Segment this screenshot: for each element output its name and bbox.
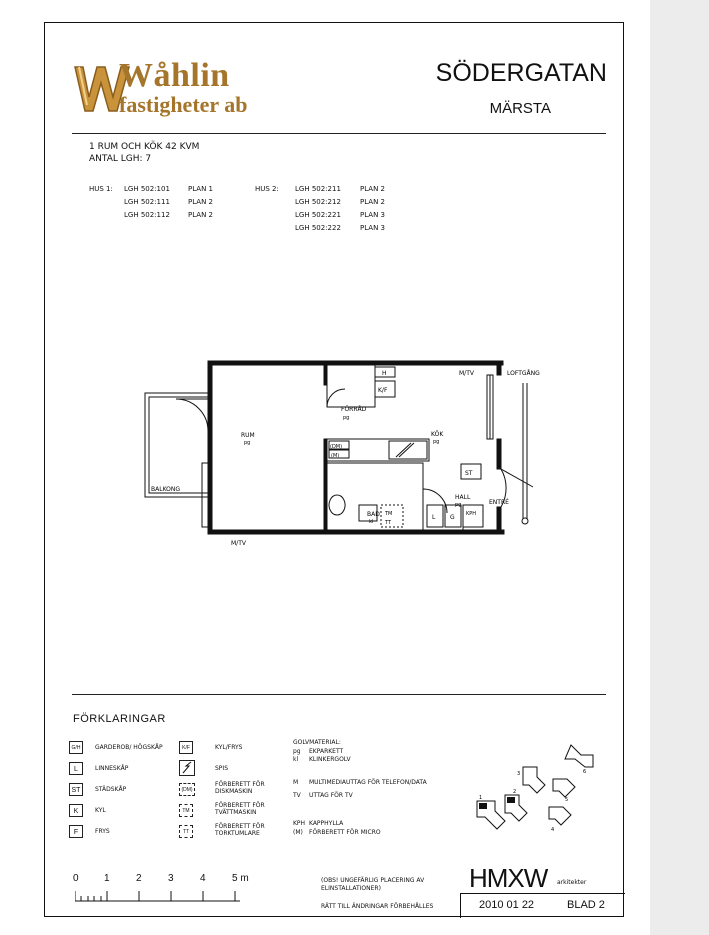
legend-col-2 [179, 741, 299, 841]
title-block [460, 893, 625, 918]
scale-label: 3 [168, 873, 174, 884]
legend-code: M [293, 779, 299, 786]
scale-ruler [75, 889, 245, 903]
room-floor: pg [433, 439, 440, 445]
scale-label: 1 [104, 873, 110, 884]
legend-col-3 [293, 739, 453, 839]
legend-text: KYL/FRYS [215, 744, 243, 751]
legend-code: (DM) [179, 783, 195, 796]
legend-text: SPIS [215, 765, 229, 772]
scale-bar [73, 873, 263, 907]
site-number: 6 [583, 769, 587, 775]
fixture-label: KPH [466, 511, 477, 517]
spis-icon [179, 760, 195, 776]
fixture-label: ST [465, 470, 473, 477]
drawing-date: 2010 01 22 [479, 899, 535, 911]
project-street: SÖDERGATAN [435, 59, 607, 87]
legend-divider [72, 694, 606, 695]
site-number: 5 [565, 797, 569, 803]
house-label: HUS 1: [89, 185, 113, 193]
note-line: ELINSTALLATIONER) [321, 885, 381, 892]
room-label: RUM [241, 432, 255, 439]
legend-text: FÖRBERETT FÖR DISKMASKIN [215, 781, 265, 795]
site-number: 1 [479, 795, 483, 801]
fixture-label: H [382, 370, 387, 377]
legend-text: FRYS [95, 828, 110, 835]
project-city: MÄRSTA [489, 100, 551, 117]
site-number: 2 [513, 789, 517, 795]
legend-code: KPH [293, 820, 306, 827]
legend-text: LINNESKÅP [95, 765, 129, 772]
unit-lgh: LGH 502:101 [124, 185, 170, 193]
fixture-label: G [450, 514, 455, 521]
site-number: 3 [517, 771, 521, 777]
drawing-sheet [44, 22, 624, 917]
note-line: RÄTT TILL ÄNDRINGAR FÖRBEHÅLLES [321, 903, 434, 910]
fixture-label: TT [385, 520, 392, 526]
room-label: FÖRRÅD [341, 406, 367, 413]
legend-code: K [69, 804, 83, 817]
floor-material-title: GOLVMATERIAL: [293, 739, 341, 746]
legend-code: kl [293, 756, 299, 763]
legend-code: TM [179, 804, 193, 817]
site-plan [475, 731, 605, 841]
fixture-label: (M) [331, 453, 340, 459]
legend-text: UTTAG FÖR TV [309, 792, 353, 799]
brand-tagline: fastigheter ab [119, 92, 248, 117]
legend-code: pg [293, 748, 301, 755]
room-label: KÖK [431, 431, 444, 438]
unit-lgh: LGH 502:112 [124, 211, 170, 219]
legend-text: FÖRBERETT FÖR TORKTUMLARE [215, 823, 265, 837]
scale-label: 0 [73, 873, 79, 884]
legend-code: L [69, 762, 83, 775]
unit-plan: PLAN 2 [188, 198, 213, 206]
brand-name: Wåhlin [119, 57, 230, 94]
apartment-count: ANTAL LGH: 7 [89, 154, 152, 164]
legend-text: STÄDSKÅP [95, 786, 127, 793]
entry-label: ENTRÉ [489, 499, 509, 506]
legend-text: KYL [95, 807, 106, 814]
header-divider [72, 133, 606, 134]
legend-title: FÖRKLARINGAR [73, 713, 166, 725]
scale-label: 2 [136, 873, 142, 884]
room-floor: kl [369, 519, 374, 525]
fixture-label: (DM) [330, 444, 343, 450]
balcony-label: BALKONG [151, 486, 181, 493]
floor-plan [141, 359, 561, 559]
legend-text: EKPARKETT [309, 748, 344, 755]
unit-plan: PLAN 3 [360, 211, 385, 219]
legend-text: KAPPHYLLA [309, 820, 344, 827]
legend-text: FÖRBERETT FÖR TVÄTTMASKIN [215, 802, 265, 816]
legend-text: GARDEROB/ HÖGSKÅP [95, 744, 163, 751]
legend-col-1 [69, 741, 189, 841]
architect-suffix: arkitekter [557, 879, 587, 886]
sheet-number: BLAD 2 [567, 899, 605, 911]
unit-lgh: LGH 502:211 [295, 185, 341, 193]
room-label: BAD [367, 511, 380, 518]
mtv-label: M/TV [231, 540, 246, 547]
scale-label: 5 m [232, 873, 249, 884]
side-panel [650, 0, 709, 935]
unit-plan: PLAN 2 [188, 211, 213, 219]
site-number: 4 [551, 827, 555, 833]
highlight-building-2 [507, 797, 515, 803]
unit-plan: PLAN 1 [188, 185, 213, 193]
legend-code: ST [69, 783, 83, 796]
legend-code: TT [179, 825, 193, 838]
house-label: HUS 2: [255, 185, 279, 193]
unit-lgh: LGH 502:221 [295, 211, 341, 219]
unit-lgh: LGH 502:222 [295, 224, 341, 232]
fixture-label: TM [385, 511, 393, 517]
legend-text: FÖRBERETT FÖR MICRO [309, 829, 381, 836]
unit-plan: PLAN 2 [360, 185, 385, 193]
fixture-label: K/F [378, 387, 388, 394]
highlight-building-1 [479, 803, 487, 809]
unit-plan: PLAN 3 [360, 224, 385, 232]
unit-plan: PLAN 2 [360, 198, 385, 206]
note-line: (OBS! UNGEFÄRLIG PLACERING AV [321, 877, 425, 884]
room-label: HALL [455, 494, 471, 501]
legend-code: K/F [179, 741, 193, 754]
unit-lgh: LGH 502:111 [124, 198, 170, 206]
legend-code: F [69, 825, 83, 838]
legend-code: G/H [69, 741, 83, 754]
loftgang-label: LOFTGÅNG [507, 370, 540, 377]
room-floor: pg [455, 502, 462, 508]
room-floor: pg [244, 440, 251, 446]
scale-label: 4 [200, 873, 206, 884]
fixture-label: L [432, 514, 436, 521]
room-floor: pg [343, 415, 350, 421]
legend-text: KLINKERGOLV [309, 756, 351, 763]
brand-logo [73, 59, 273, 119]
apartment-type: 1 RUM OCH KÖK 42 KVM [89, 142, 200, 152]
unit-lgh: LGH 502:212 [295, 198, 341, 206]
legend-text: MULTIMEDIAUTTAG FÖR TELEFON/DATA [309, 779, 427, 786]
architect-logo: HMXW [469, 863, 548, 893]
legend-code: (M) [293, 829, 303, 836]
legend-code: TV [293, 792, 301, 799]
mtv-label: M/TV [459, 370, 474, 377]
